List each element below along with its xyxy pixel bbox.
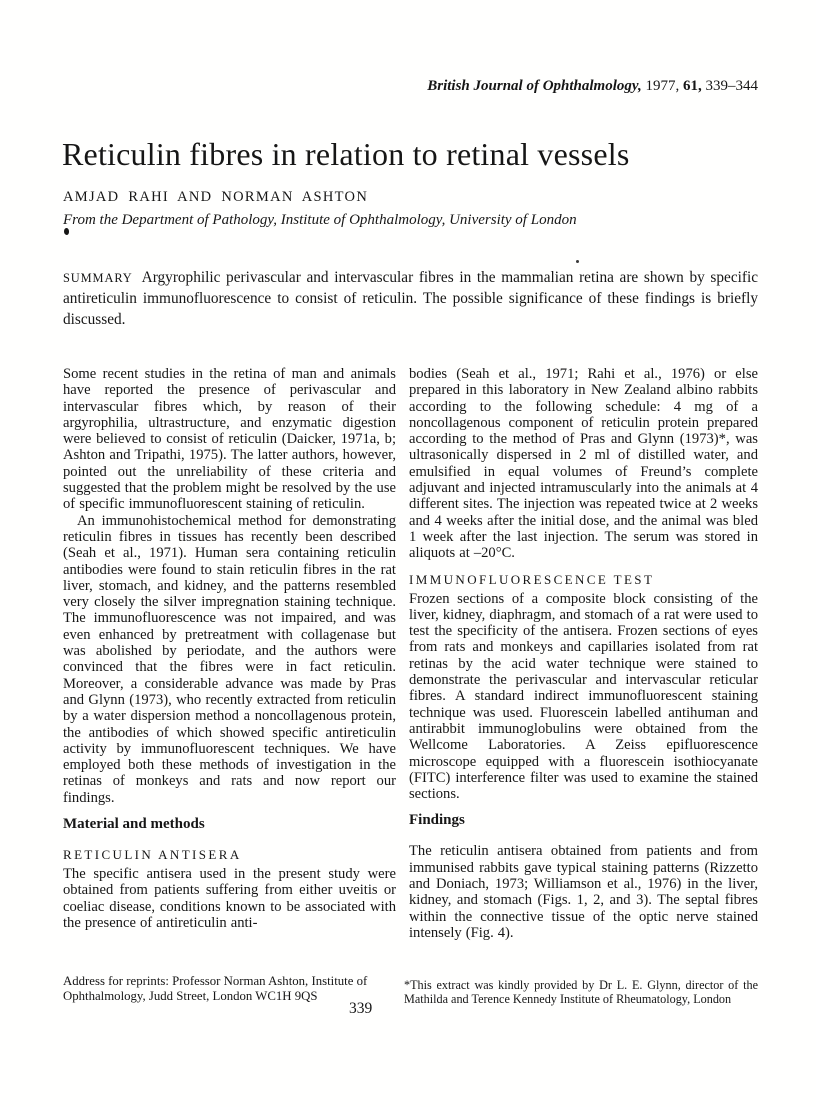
affiliation-line: From the Department of Pathology, Institute of Ophthalmology, University of London	[63, 212, 577, 228]
immunofluorescence-heading: IMMUNOFLUORESCENCE TEST	[409, 571, 655, 587]
methods-heading: Material and methods	[63, 816, 205, 833]
ink-blob-artifact	[64, 228, 69, 235]
journal-volume: 61,	[683, 78, 702, 94]
body-paragraph: An immunohistochemical method for demonstrating reticulin fibres in tissues has recently been described (Seah et al., 1971). Human sera containing reticulin antibodies were found to stain reticulin fibres in the rat liver, stomach, and kidney, and the patterns resembled very closely the silver impregnation staining technique. The immunofluorescence was not impaired, and was even enhanced by pretreatment with collagenase but was abolished by periodate, and the authors were convinced that the fibres were in fact reticulin. Moreover, a considerable advance was made by Pras and Glynn (1973), who recently extracted from reticulin by a water dispersion method a noncollagenous protein, the antibodies of which showed specific antireticulin activity by immunofluorescent techniques. We have employed both these methods of investigation in the retinas of monkeys and rats and now report our findings.	[63, 512, 396, 806]
journal-header	[427, 78, 758, 95]
reticulin-antisera-heading: RETICULIN ANTISERA	[63, 847, 242, 863]
body-paragraph: bodies (Seah et al., 1971; Rahi et al., 1976) or else prepared in this laboratory in New Zealand albino rabbits according to the following schedule: 4 mg of a noncollagenous component of reticulin protein prepared according to the method of Pras and Glynn (1973)*, was ultrasonically dispersed in 2 ml of distilled water, and emulsified in equal volumes of Freund’s complete adjuvant and injected intramuscularly into the animals at 4 different sites. The injection was repeated twice at 2 weeks and 4 weeks after the initial dose, and the animal was bled 1 week after the last injection. The serum was stored in aliquots at –20°C.	[409, 366, 758, 562]
body-paragraph: The specific antisera used in the present study were obtained from patients suffering from either uveitis or coeliac disease, conditions known to be associated with the presence of antireticulin anti-	[63, 866, 396, 931]
article-title: Reticulin fibres in relation to retinal vessels	[62, 136, 630, 172]
left-column	[63, 366, 396, 970]
journal-pages: 339–344	[705, 78, 758, 94]
body-paragraph: Some recent studies in the retina of man and animals have reported the presence of perivascular and intervascular fibres which, by reason of their argyrophilia, ultrastructure, and enzymatic digestion were believed to consist of reticulin (Daicker, 1971a, b; Ashton and Tripathi, 1975). The latter authors, however, pointed out the unreliability of these criteria and suggested that the problem might be resolved by the use of specific immunofluorescent staining of reticulin.	[63, 366, 396, 513]
right-column	[409, 366, 758, 970]
extract-footnote: *This extract was kindly provided by Dr L. E. Glynn, director of the Mathilda and Terence Kennedy Institute of Rheumatology, London	[404, 978, 758, 1007]
journal-year: 1977,	[645, 78, 680, 94]
body-paragraph: The reticulin antisera obtained from patients and from immunised rabbits gave typical staining patterns (Rizzetto and Doniach, 1973; Williamson et al., 1976) in the liver, kidney, and stomach (Figs. 1, 2, and 3). The septal fibres within the connective tissue of the optic nerve stained intensely (Fig. 4).	[409, 843, 758, 941]
summary-section	[63, 268, 758, 330]
summary-label: SUMMARY	[63, 271, 133, 285]
body-paragraph: Frozen sections of a composite block consisting of the liver, kidney, diaphragm, and stomach of a rat were used to test the specificity of the antisera. Frozen sections of eyes from rats and monkeys and capillaries isolated from rat retinas by the acid water technique were stained to demonstrate the perivascular and intervascular reticular fibres. A standard indirect immunofluorescent staining technique was used. Fluorescein labelled antihuman and antirabbit immunoglobulins were obtained from the Wellcome Laboratories. A Zeiss epifluorescence microscope equipped with a fluorescein isothiocyanate (FITC) interference filter was used to examine the stained sections.	[409, 590, 758, 803]
page-number: 339	[349, 1000, 373, 1017]
reprints-footnote: Address for reprints: Professor Norman Ashton, Institute of Ophthalmology, Judd Street, London WC1H 9QS	[63, 974, 368, 1003]
print-speck-artifact	[576, 260, 579, 263]
authors-line: AMJAD RAHI AND NORMAN ASHTON	[63, 189, 369, 205]
two-column-body	[63, 366, 758, 970]
summary-text: Argyrophilic perivascular and intervascular fibres in the mammalian retina are shown by specific antireticulin immunofluorescence to consist of reticulin. The possible significance of these findings is briefly discussed.	[63, 269, 758, 328]
journal-name: British Journal of Ophthalmology,	[427, 78, 642, 94]
findings-heading: Findings	[409, 812, 465, 829]
